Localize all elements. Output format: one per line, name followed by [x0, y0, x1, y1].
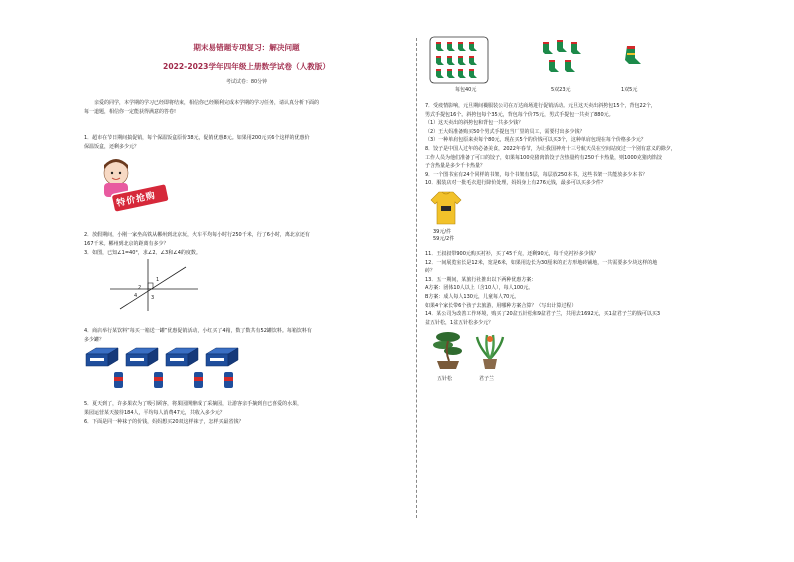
angle-label-4: 4	[134, 293, 138, 300]
single-sock-icon	[621, 44, 645, 74]
sweater-price-single: 39元/件	[433, 228, 452, 235]
plants-figure	[425, 327, 760, 383]
sweater-price-pair: 59元/2件	[433, 235, 455, 242]
plant-label-clivia: 君子兰	[479, 376, 495, 383]
exam-time: 考试试卷：80分钟	[225, 79, 268, 85]
page-subtitle: 2022-2023学年四年级上册数学试卷（人教版）	[163, 62, 330, 71]
question-8-line-1: 8．饺子是中国人过年的必备美食，2022年春节，为让我国神舟十三号航天员在空间站度过一个别有意义的除夕，	[425, 145, 676, 152]
sock-price-single: 1双5元	[621, 87, 638, 93]
question-12-line-1: 12．一间展览室长是12米，宽是6米，如果用边长为30厘米的正方形地砖铺地，一共需要多少块这样的地	[425, 259, 658, 266]
question-2-line-1: 2．放假期间，小刚一家坐高铁从郴州到北京玩，火车平均每小时行250千米，行了6小时，离北京还有	[84, 232, 310, 239]
plant-label-pine: 五针松	[437, 376, 453, 383]
question-12-line-2: 砖？	[425, 268, 436, 275]
socks-pack-icon	[429, 36, 489, 84]
question-1-line-1: 1．超市在节日期间搞促销，每个保温饭盒原价38元，促销优惠8元。如果用200元买6个这样的优惠价	[84, 135, 310, 142]
angle-figure	[84, 257, 409, 313]
question-14-line-2: 盆五针松，1盆五针松多少元？	[425, 319, 494, 326]
drink-boxes-icon	[84, 346, 244, 390]
intersecting-lines-icon	[106, 257, 216, 313]
page-title: 期末易错题专项复习：解决问题	[193, 43, 300, 52]
intro-line-1: 亲爱的同学，本学期的学习已经即将结束，相信你已经顺利完成本学期的学习任务，请认真分析下面的	[94, 100, 320, 106]
sweater-icon	[429, 190, 463, 226]
question-8-line-2: 工作人员为他们准备了可口的饺子，如果每100克猪肉馅饺子含热量约有250千卡热量，则1000克猪肉馅饺	[425, 154, 662, 161]
right-column	[425, 36, 760, 383]
plan-b: B方案：成人每人130元，儿童每人70元。	[425, 293, 520, 300]
sale-sticker-icon	[88, 155, 178, 221]
socks-bundle-icon	[539, 38, 585, 82]
question-13: 13．五一期间，某旅行社推出以下两种优惠方案：	[425, 276, 537, 283]
question-2-line-2: 167千米。郴州到北京的距离有多少？	[84, 240, 169, 247]
question-3: 3．如图，已知∠1=40°，求∠2、∠3和∠4的度数。	[84, 249, 201, 256]
question-7-sub-1: （1）这天卖出的斜挎包和背包一共多少钱？	[425, 120, 524, 127]
question-7-sub-3: （3）一种单肩包原来卖每个80元，现在买5个的价钱可以买3个，这种单肩包现在每个价格多少元？	[425, 137, 646, 144]
question-1-line-2: 保温饭盒，还剩多少元？	[84, 143, 140, 150]
question-11: 11．王叔叔带900元购买衬衫，买了45千克，还剩90元，每千克衬衫多少钱？	[425, 250, 599, 257]
sale-sticker-figure	[84, 155, 409, 221]
column-divider	[416, 38, 417, 518]
question-7-sub-2: （2）王大妈准备购买50个男式手提包当厂里的员工，需要付出多少钱？	[425, 128, 585, 135]
sweater-figure	[425, 188, 760, 244]
sock-price-bundle: 5双23元	[551, 87, 571, 93]
question-9: 9．一个图书室有24个同样的书架，每个书架有5层，每层放250本书，这些书架一共能放多少本书？	[425, 171, 648, 178]
question-7-line-2: 男式手提包16个。斜挎包每个35元，背包每个价75元，男式手提包一共卖了880元。	[425, 111, 614, 118]
drinks-figure	[84, 346, 409, 390]
intro-line-2: 每一道题，相信你一定能获得满意的答卷!	[84, 108, 177, 115]
question-5-line-1: 5．夏天到了，许多果农为了吸引顾客，将果园開辦成了采摘园，让游客亲手摘到自已喜爱的水果，	[84, 401, 303, 408]
clivia-plant-icon	[475, 331, 505, 373]
question-4-line-1: 4．商店举行某饮料“每买一箱送一罐”优惠促销活动，小红买了4箱，数了数共有52罐饮料。每箱饮料有	[84, 328, 312, 335]
pine-bonsai-icon	[431, 329, 465, 371]
sticker-text: 特价抢购	[115, 191, 157, 210]
angle-label-1: 1	[156, 277, 160, 284]
question-5-line-2: 果园运营某天接待184人，平均每人消费47元，共收入多少元？	[84, 409, 225, 416]
sock-price-pack: 每包40元	[455, 87, 477, 93]
question-14-line-1: 14．某公司为改善工作环境，购买了20盆五针松和9盆君子兰，共用去1692元，买1盆君子兰的钱可以买3	[425, 311, 660, 318]
plan-a: A方案：团体10人以上（含10人），每人100元。	[425, 285, 534, 292]
angle-label-2: 2	[138, 285, 142, 292]
question-6: 6．下面是同一种袜子的价钱，妈妈想买20双这样袜子，怎样买最省钱？	[84, 418, 244, 425]
angle-label-3: 3	[151, 295, 155, 302]
question-7-line-1: 7．受疫情影响，元旦期间襪服装公司在万达商场进行促销活动。元旦这天卖出斜挎包15个，背包22个，	[425, 103, 656, 109]
left-column	[84, 36, 409, 426]
question-4-line-2: 多少罐？	[84, 336, 105, 343]
question-8-line-3: 子含热量是多少千卡热量？	[425, 163, 486, 170]
question-13-ask: 如果4个家长带6个孩子去旅游，用哪种方案合算？（写出计算过程）	[425, 302, 577, 309]
socks-figure	[425, 36, 760, 94]
question-10: 10．服装店对一批毛衣进行降价处理，妈妈身上有276元钱，最多可以买多少件？	[425, 180, 606, 187]
